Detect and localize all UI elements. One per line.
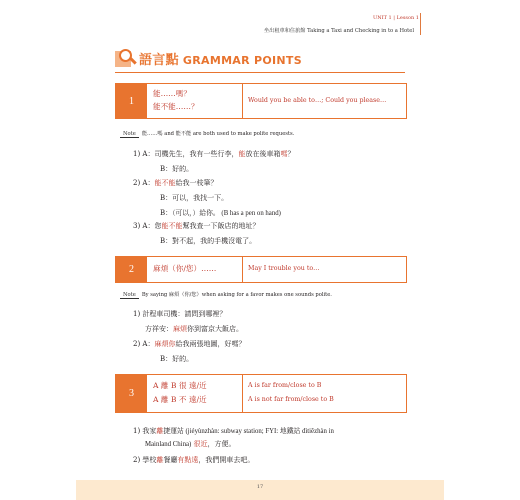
speaker-label: A： <box>142 150 155 158</box>
example-text: 給我兩張地圖，好嗎？ <box>175 340 246 348</box>
example-text: 放在後車箱 <box>245 150 281 158</box>
example-text: 給我一枝筆？ <box>175 179 218 187</box>
page-number: 17 <box>256 484 264 490</box>
example-1-3-a <box>133 221 259 231</box>
example-text: 你到富京大飯店。 <box>187 325 243 333</box>
example-1-1-a <box>133 149 294 159</box>
pattern-meaning-1: A is far from/close to B <box>248 382 322 389</box>
pattern-meaning: Would you be able to…; Could you please… <box>248 97 387 104</box>
note-text: 能……嗎 and 能不能 are both used to make polite requests. <box>141 131 295 137</box>
example-2-2-a <box>133 339 245 349</box>
example-text: （可以，）給你。 (B has a pen on hand) <box>172 210 281 217</box>
example-number: 1) <box>133 427 141 435</box>
example-number: 3) <box>133 222 141 230</box>
example-text: 餐廳 <box>163 456 178 464</box>
example-2-1-b <box>145 324 243 334</box>
example-text: Mainland China) <box>145 441 192 448</box>
note-tag: Note <box>120 292 139 299</box>
grammar-point-3 <box>115 374 407 413</box>
section-title <box>115 48 302 68</box>
section-rule <box>115 72 405 73</box>
example-1-2-b2 <box>160 207 281 218</box>
speaker-label: B： <box>160 209 173 217</box>
speaker-label: B： <box>160 165 173 173</box>
highlight-text: 嗎 <box>280 150 288 158</box>
example-3-1-b <box>145 439 235 449</box>
example-number: 2) <box>133 340 141 348</box>
speaker-label: B： <box>160 355 173 363</box>
pattern-line-2: 能不能……？ <box>153 102 199 111</box>
highlight-text: 能 <box>238 150 246 158</box>
point-number: 3 <box>116 375 147 412</box>
grammar-point-2 <box>115 256 407 283</box>
header-divider <box>420 13 421 35</box>
box-divider <box>242 84 243 118</box>
highlight-text: 離 <box>156 456 164 464</box>
highlight-text: 麻煩你 <box>154 340 176 348</box>
note-tag: Note <box>120 131 139 138</box>
note-2 <box>120 291 332 299</box>
example-1-3-b <box>160 236 256 246</box>
example-number: 2) <box>133 456 141 464</box>
highlight-text: 麻煩 <box>173 325 187 333</box>
example-2-2-b <box>160 354 193 364</box>
example-text: ？ <box>287 150 295 158</box>
example-1-1-b <box>160 164 193 174</box>
example-text: 您 <box>154 222 162 230</box>
speaker-label: A： <box>142 179 155 187</box>
pattern-meaning-2: A is not far from/close to B <box>248 396 334 403</box>
speaker-label: 計程車司機： <box>142 310 185 318</box>
highlight-text: 有點遠 <box>177 456 199 464</box>
section-title-en: GRAMMAR POINTS <box>182 53 302 67</box>
example-text: 司機先生，我有一些行李， <box>154 150 239 158</box>
box-divider <box>242 375 243 412</box>
box-divider <box>242 257 243 282</box>
note-text: By saying 麻煩（你/您）when asking for a favor makes one sounds polite. <box>141 292 332 298</box>
example-text: 可以，我找一下。 <box>172 194 229 202</box>
example-text: 捷運站 (jiéyùnzhàn: subway station; FYI: 地鐵站 dìtiězhàn in <box>163 428 334 435</box>
pattern-line-1: 麻煩（你/您）…… <box>153 264 217 273</box>
highlight-text: 能不能 <box>161 222 183 230</box>
example-text: ，我們開車去吧。 <box>198 456 255 464</box>
speaker-label: B： <box>160 194 173 202</box>
speaker-label: 方祥安： <box>145 325 173 333</box>
example-text: 學校 <box>142 456 157 464</box>
example-2-1-a <box>133 309 226 319</box>
example-text: 我家 <box>142 427 157 435</box>
example-number: 1) <box>133 150 141 158</box>
note-1 <box>120 130 294 138</box>
pattern-meaning: May I trouble you to… <box>248 265 320 272</box>
example-text: 請問到哪裡？ <box>184 310 227 318</box>
point-number: 2 <box>116 257 147 282</box>
example-1-2-a <box>133 178 217 188</box>
speaker-label: A： <box>142 340 155 348</box>
pattern-line-1: A 離 B 很 遠/近 <box>153 381 207 390</box>
example-text: 好的。 <box>172 165 194 173</box>
magnifier-icon <box>115 48 135 68</box>
pattern-line-1: 能……嗎？ <box>153 89 191 98</box>
highlight-text: 很近 <box>193 440 208 448</box>
header-subtitle: 坐出租車和住旅館 Taking a Taxi and Checking in to a Hotel <box>263 28 414 34</box>
highlight-text: 離 <box>156 427 164 435</box>
point-number: 1 <box>116 84 147 118</box>
example-number: 1) <box>133 310 141 318</box>
example-1-2-b <box>160 193 228 203</box>
example-text: 幫我查一下飯店的地址？ <box>182 222 260 230</box>
pattern-line-2: A 離 B 不 遠/近 <box>153 395 207 404</box>
speaker-label: B： <box>160 237 173 245</box>
highlight-text: 能不能 <box>154 179 176 187</box>
example-3-2 <box>133 455 254 465</box>
grammar-point-1 <box>115 83 407 119</box>
speaker-label: A： <box>142 222 155 230</box>
example-text: 好的。 <box>172 355 194 363</box>
page-footer <box>76 480 444 500</box>
section-title-zh: 語言點 <box>139 52 179 68</box>
example-3-1-a <box>133 425 334 436</box>
header-unit: UNIT 1 | Lesson 1 <box>373 15 419 21</box>
example-text: ，方便。 <box>207 440 236 448</box>
example-text: 對不起，我的手機沒電了。 <box>172 237 257 245</box>
example-number: 2) <box>133 179 141 187</box>
